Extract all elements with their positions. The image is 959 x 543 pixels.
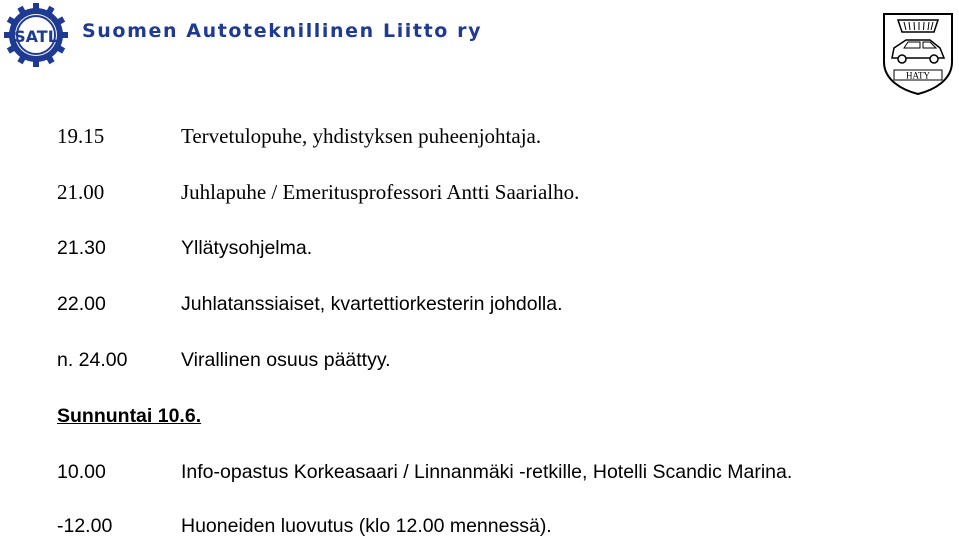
org-name: Suomen Autoteknillinen Liitto ry	[82, 20, 483, 42]
schedule-event: Huoneiden luovutus (klo 12.00 mennessä).	[181, 515, 552, 537]
section-heading: Sunnuntai 10.6.	[57, 405, 202, 427]
schedule-event: Juhlatanssiaiset, kvartettiorkesterin johdolla.	[181, 293, 563, 315]
schedule-time: 22.00	[57, 293, 106, 315]
haty-crest-text: HATY	[906, 70, 930, 81]
schedule-event: Tervetulopuhe, yhdistyksen puheenjohtaja.	[181, 124, 542, 148]
schedule-time: 19.15	[57, 124, 105, 148]
schedule-time: 10.00	[57, 461, 106, 483]
schedule-event: Yllätysohjelma.	[181, 237, 313, 259]
satl-logo	[4, 3, 68, 67]
schedule-time: 21.30	[57, 237, 106, 259]
schedule-time: -12.00	[57, 515, 113, 537]
schedule-time: n. 24.00	[57, 349, 128, 371]
schedule-event: Info-opastus Korkeasaari / Linnanmäki -retkille, Hotelli Scandic Marina.	[181, 461, 793, 483]
schedule-time: 21.00	[57, 180, 105, 204]
satl-logo-text: SATL	[14, 27, 58, 46]
haty-crest	[880, 10, 956, 96]
schedule-event: Virallinen osuus päättyy.	[181, 349, 391, 371]
schedule-event: Juhlapuhe / Emeritusprofessori Antti Saarialho.	[181, 180, 580, 204]
